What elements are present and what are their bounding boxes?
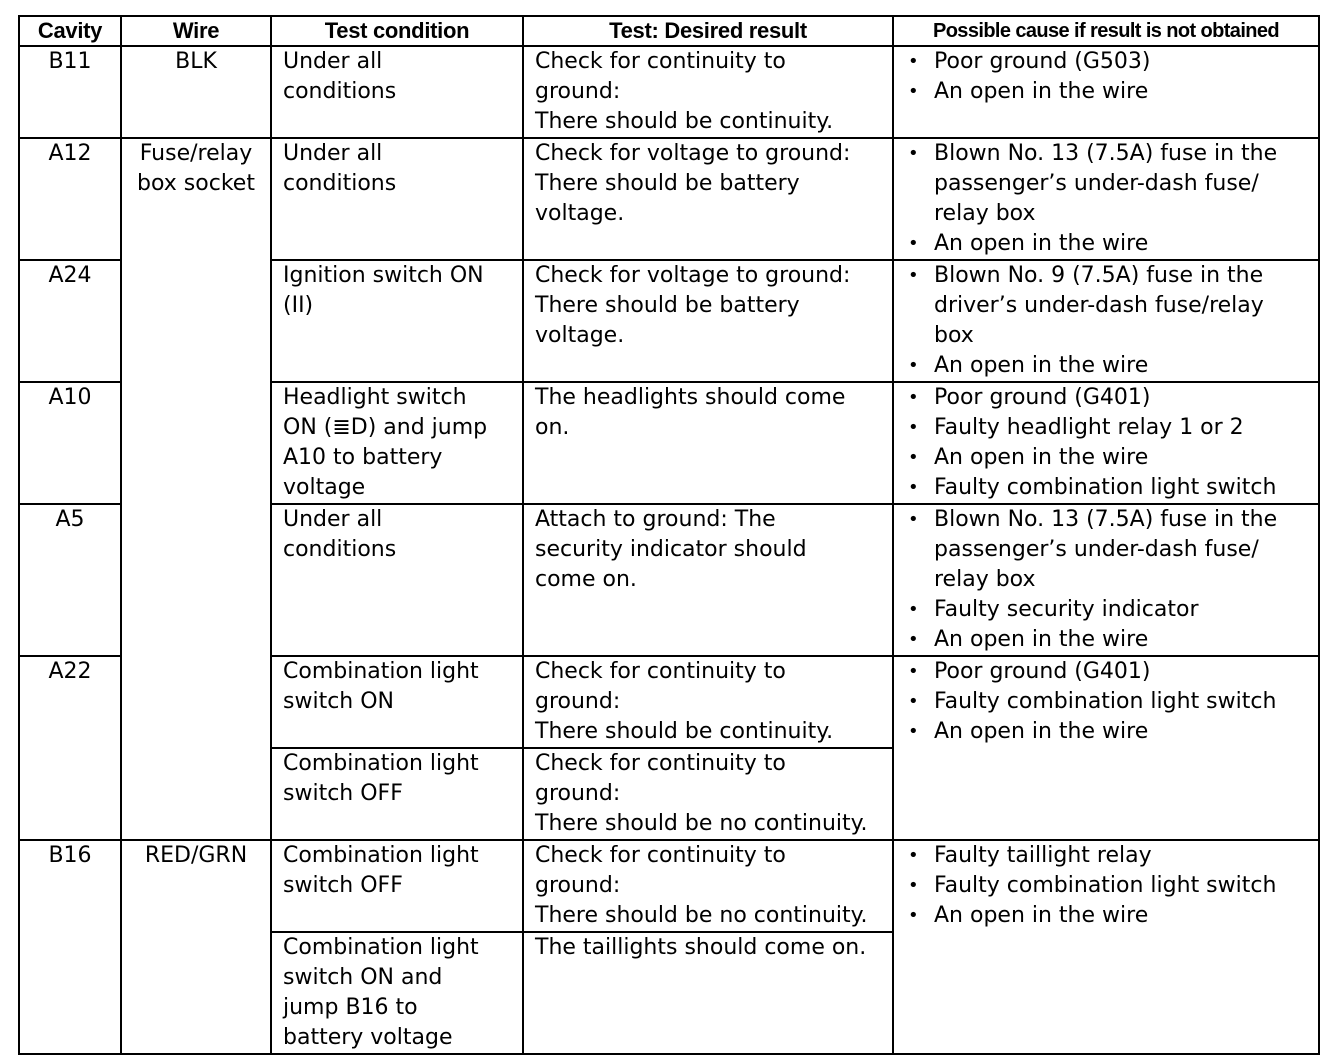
condition-text: A10 to battery <box>283 445 443 470</box>
cause-text: passenger’s under-dash fuse/ <box>934 171 1259 196</box>
cause-item <box>894 625 1318 655</box>
test-condition-cell <box>271 382 523 504</box>
possible-cause-cell <box>893 260 1319 382</box>
cavity-label: A5 <box>55 507 85 532</box>
result-text: ground: <box>535 873 621 898</box>
cause-item <box>894 687 1318 717</box>
cavity-label: B16 <box>48 843 92 868</box>
cause-text: • An open in the wire <box>934 627 1149 652</box>
result-text: Check for voltage to ground: <box>535 141 851 166</box>
result-text: Check for continuity to <box>535 843 786 868</box>
cause-list <box>894 47 1318 107</box>
cause-text: • Faulty combination light switch <box>934 689 1277 714</box>
result-text: There should be continuity. <box>535 719 834 744</box>
cause-item <box>894 657 1318 687</box>
header-desired-result: Test: Desired result <box>523 16 893 46</box>
header-test-condition: Test condition <box>271 16 523 46</box>
cause-text: • Faulty combination light switch <box>934 873 1277 898</box>
cause-text: • Blown No. 13 (7.5A) fuse in the <box>934 507 1278 532</box>
possible-cause-cell <box>893 840 1319 1054</box>
spacer-line <box>272 809 522 839</box>
wire-label: Fuse/relay <box>139 141 253 166</box>
desired-result-cell <box>523 260 893 382</box>
cavity-label: A22 <box>48 659 92 684</box>
cause-item <box>894 139 1318 229</box>
result-text: There should be no continuity. <box>535 903 868 928</box>
cause-text: • Poor ground (G503) <box>934 49 1151 74</box>
result-text: There should be battery <box>535 171 800 196</box>
table-row <box>19 46 1319 138</box>
result-text: on. <box>535 415 570 440</box>
condition-text: battery voltage <box>283 1025 453 1050</box>
table-header-row <box>19 16 1319 46</box>
condition-text: Under all <box>283 49 383 74</box>
cause-list <box>894 657 1318 747</box>
cause-item <box>894 229 1318 259</box>
test-condition-cell <box>271 840 523 932</box>
cause-list <box>894 505 1318 655</box>
condition-text: Combination light <box>283 843 479 868</box>
wire-cell <box>121 138 271 840</box>
cause-list <box>894 383 1318 503</box>
wire-cell <box>121 46 271 138</box>
test-condition-cell <box>271 504 523 656</box>
result-text: Attach to ground: The <box>535 507 776 532</box>
result-text: The headlights should come <box>535 385 846 410</box>
header-cavity: Cavity <box>19 16 121 46</box>
result-text: ground: <box>535 781 621 806</box>
condition-text: switch OFF <box>283 873 403 898</box>
cause-text: • Faulty combination light switch <box>934 475 1277 500</box>
terminal-test-table <box>18 15 1320 1055</box>
diagnosis-table-page <box>18 15 1318 1055</box>
cause-text: • An open in the wire <box>934 719 1149 744</box>
condition-text: (II) <box>283 293 314 318</box>
test-condition-cell <box>271 748 523 840</box>
cavity-cell <box>19 656 121 840</box>
cause-item <box>894 77 1318 107</box>
possible-cause-cell <box>893 382 1319 504</box>
table-row <box>19 138 1319 260</box>
cause-text: • An open in the wire <box>934 79 1149 104</box>
condition-text: voltage <box>283 475 366 500</box>
result-text: ground: <box>535 689 621 714</box>
wire-label: box socket <box>137 171 255 196</box>
cause-item <box>894 871 1318 901</box>
condition-text: switch ON and <box>283 965 443 990</box>
condition-text: Under all <box>283 141 383 166</box>
cause-text: relay box <box>934 201 1036 226</box>
cavity-label: A10 <box>48 385 92 410</box>
condition-text: Combination light <box>283 659 479 684</box>
result-text: voltage. <box>535 323 625 348</box>
condition-text: conditions <box>283 537 397 562</box>
cause-list <box>894 261 1318 381</box>
result-text: come on. <box>535 567 637 592</box>
cause-text: • An open in the wire <box>934 231 1149 256</box>
condition-text: Under all <box>283 507 383 532</box>
cause-text: relay box <box>934 567 1036 592</box>
cavity-label: A24 <box>48 263 92 288</box>
condition-text: Combination light <box>283 751 479 776</box>
cause-text: driver’s under-dash fuse/relay <box>934 293 1264 318</box>
header-possible-cause: Possible cause if result is not obtained <box>893 16 1319 46</box>
result-text: There should be no continuity. <box>535 811 868 836</box>
test-condition-cell <box>271 656 523 748</box>
cause-text: • Faulty taillight relay <box>934 843 1152 868</box>
condition-text: ON (≣D) and jump <box>283 415 488 440</box>
cause-text: • Blown No. 9 (7.5A) fuse in the <box>934 263 1264 288</box>
cavity-cell <box>19 840 121 1054</box>
possible-cause-cell <box>893 504 1319 656</box>
result-text: Check for continuity to <box>535 659 786 684</box>
cavity-label: A12 <box>48 141 92 166</box>
cause-text: • Faulty headlight relay 1 or 2 <box>934 415 1244 440</box>
result-text: Check for continuity to <box>535 49 786 74</box>
desired-result-cell <box>523 932 893 1054</box>
cause-item <box>894 505 1318 595</box>
cause-item <box>894 595 1318 625</box>
spacer-line <box>272 717 522 747</box>
cause-item <box>894 47 1318 77</box>
wire-cell <box>121 840 271 1054</box>
cause-text: • Poor ground (G401) <box>934 385 1151 410</box>
cause-list <box>894 841 1318 931</box>
result-text: Check for voltage to ground: <box>535 263 851 288</box>
cause-text: box <box>934 323 974 348</box>
cause-text: • Faulty security indicator <box>934 597 1199 622</box>
cause-text: passenger’s under-dash fuse/ <box>934 537 1259 562</box>
possible-cause-cell <box>893 138 1319 260</box>
condition-text: conditions <box>283 171 397 196</box>
result-text: The taillights should come on. <box>535 935 867 960</box>
condition-text: conditions <box>283 79 397 104</box>
result-text: There should be continuity. <box>535 109 834 134</box>
possible-cause-cell <box>893 46 1319 138</box>
cause-item <box>894 473 1318 503</box>
header-wire: Wire <box>121 16 271 46</box>
test-condition-cell <box>271 932 523 1054</box>
condition-text: switch OFF <box>283 781 403 806</box>
desired-result-cell <box>523 748 893 840</box>
cavity-cell <box>19 382 121 504</box>
desired-result-cell <box>523 504 893 656</box>
cavity-cell <box>19 138 121 260</box>
cause-text: • An open in the wire <box>934 445 1149 470</box>
cavity-cell <box>19 46 121 138</box>
cause-item <box>894 717 1318 747</box>
cause-item <box>894 901 1318 931</box>
cavity-cell <box>19 504 121 656</box>
cause-text: • An open in the wire <box>934 353 1149 378</box>
condition-text: Ignition switch ON <box>283 263 484 288</box>
possible-cause-cell <box>893 656 1319 840</box>
desired-result-cell <box>523 138 893 260</box>
result-text: ground: <box>535 79 621 104</box>
cause-item <box>894 841 1318 871</box>
cause-item <box>894 261 1318 351</box>
desired-result-cell <box>523 382 893 504</box>
test-condition-cell <box>271 260 523 382</box>
cause-item <box>894 443 1318 473</box>
spacer-line <box>272 901 522 931</box>
result-text: Check for continuity to <box>535 751 786 776</box>
wire-label: BLK <box>175 49 217 74</box>
cavity-cell <box>19 260 121 382</box>
test-condition-cell <box>271 138 523 260</box>
cause-text: • Blown No. 13 (7.5A) fuse in the <box>934 141 1278 166</box>
table-row <box>19 840 1319 932</box>
result-text: security indicator should <box>535 537 807 562</box>
cause-text: • An open in the wire <box>934 903 1149 928</box>
cause-item <box>894 413 1318 443</box>
desired-result-cell <box>523 656 893 748</box>
result-text: voltage. <box>535 201 625 226</box>
wire-label: RED/GRN <box>144 843 248 868</box>
test-condition-cell <box>271 46 523 138</box>
condition-text: switch ON <box>283 689 394 714</box>
cause-list <box>894 139 1318 259</box>
cause-item <box>894 383 1318 413</box>
condition-text: Headlight switch <box>283 385 467 410</box>
cause-text: • Poor ground (G401) <box>934 659 1151 684</box>
cause-item <box>894 351 1318 381</box>
desired-result-cell <box>523 46 893 138</box>
condition-text: jump B16 to <box>283 995 418 1020</box>
condition-text: Combination light <box>283 935 479 960</box>
result-text: There should be battery <box>535 293 800 318</box>
desired-result-cell <box>523 840 893 932</box>
cavity-label: B11 <box>48 49 92 74</box>
